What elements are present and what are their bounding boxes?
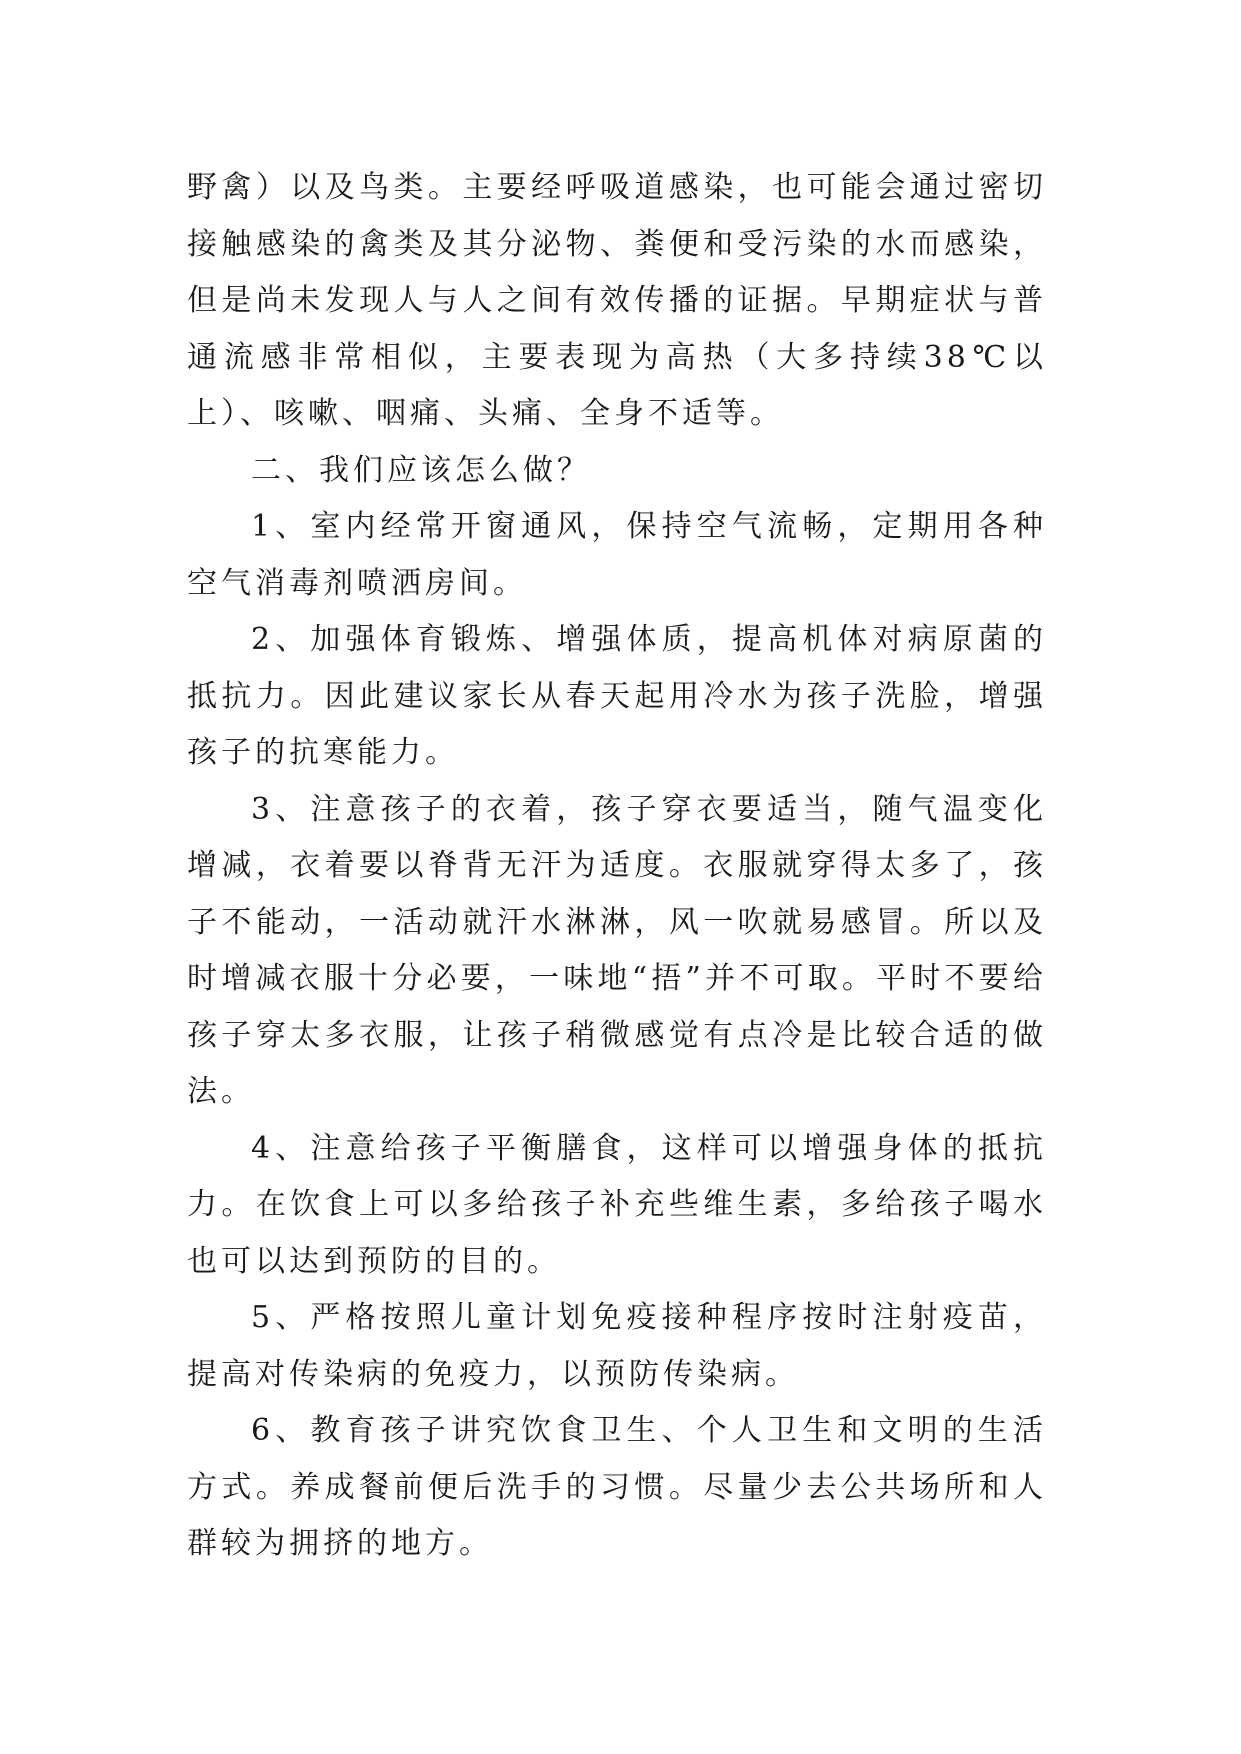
section-heading-what-to-do: 二、我们应该怎么做？	[251, 452, 591, 488]
document-body	[187, 160, 1047, 1573]
paragraph-symptoms: 野禽）以及鸟类。主要经呼吸道感染，也可能会通过密切接触感染的禽类及其分泌物、粪便和受污染的水而感染，但是尚未发现人与人之间有效传播的证据。早期症状与普通流感非常相似，主要表现为高热（大多持续38℃以上）、咳嗽、咽痛、头痛、全身不适等。	[187, 170, 1047, 431]
paragraph-item-5: 5、严格按照儿童计划免疫接种程序按时注射疫苗，提高对传染病的免疫力，以预防传染病。	[187, 1300, 1047, 1392]
paragraph-item-6: 6、教育孩子讲究饮食卫生、个人卫生和文明的生活方式。养成餐前便后洗手的习惯。尽量少去公共场所和人群较为拥挤的地方。	[187, 1413, 1047, 1561]
paragraph-item-1: 1、室内经常开窗通风，保持空气流畅，定期用各种空气消毒剂喷洒房间。	[187, 509, 1047, 601]
paragraph-item-3: 3、注意孩子的衣着，孩子穿衣要适当，随气温变化增减，衣着要以脊背无汗为适度。衣服就穿得太多了，孩子不能动，一活动就汗水淋淋，风一吹就易感冒。所以及时增减衣服十分必要，一味地“捂”并不可取。平时不要给孩子穿太多衣服，让孩子稍微感觉有点冷是比较合适的做法。	[187, 791, 1047, 1109]
paragraph-item-2: 2、加强体育锻炼、增强体质，提高机体对病原菌的抵抗力。因此建议家长从春天起用冷水为孩子洗脸，增强孩子的抗寒能力。	[187, 622, 1047, 770]
paragraph-item-4: 4、注意给孩子平衡膳食，这样可以增强身体的抵抗力。在饮食上可以多给孩子补充些维生素，多给孩子喝水也可以达到预防的目的。	[187, 1130, 1047, 1279]
